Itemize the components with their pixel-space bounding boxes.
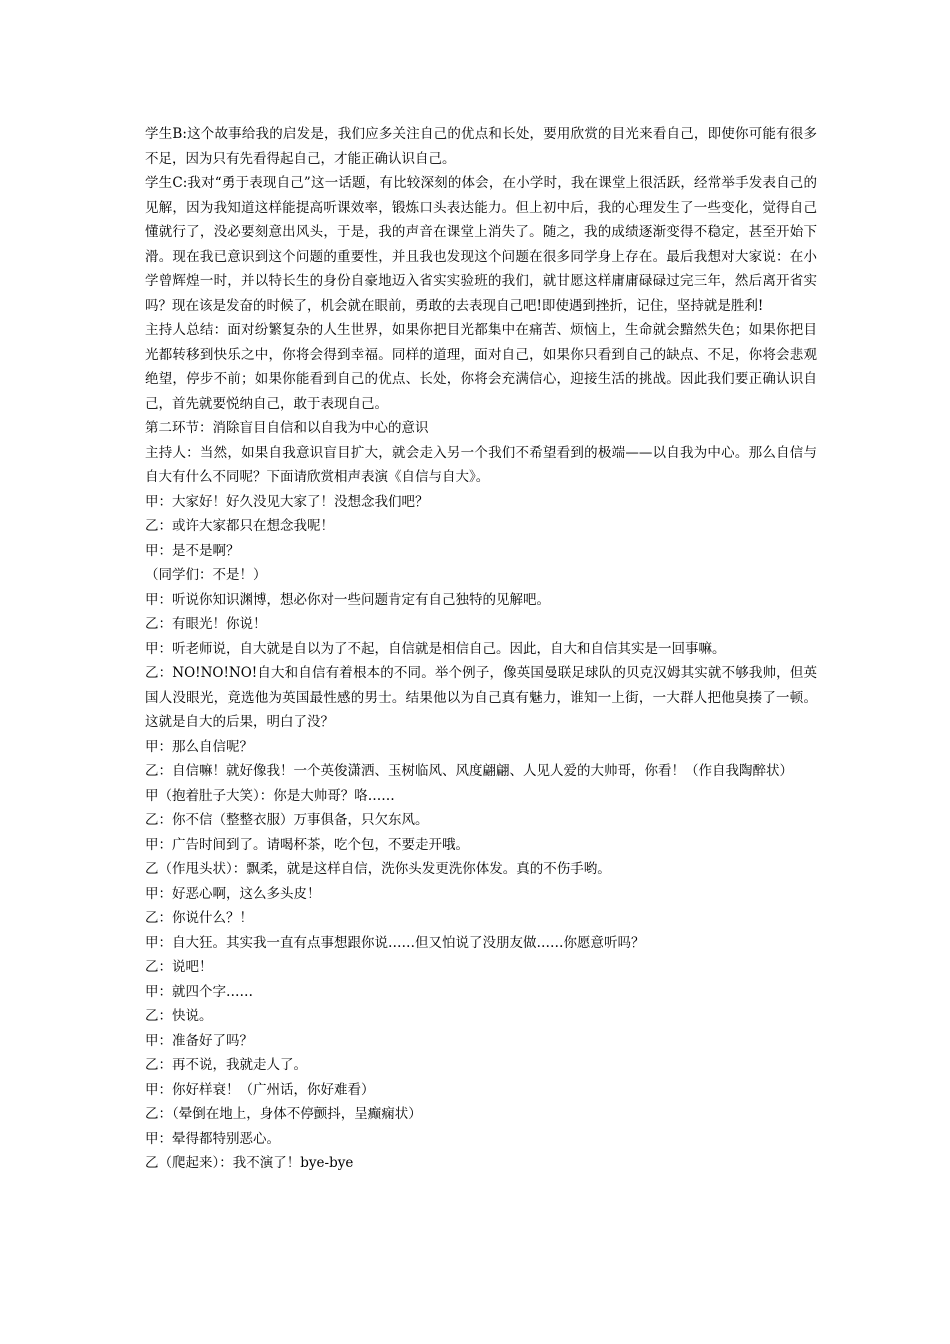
dialogue-line: 乙：说吧！ [145, 959, 213, 975]
dialogue-line: 甲：准备好了吗？ [145, 1032, 253, 1049]
dialogue-line: 甲：晕得都特别恶心。 [145, 1130, 280, 1147]
dialogue-line: 乙：有眼光！你说！ [145, 616, 267, 632]
dialogue-line: 甲：那么自信呢？ [145, 738, 253, 755]
paragraph-host-summary: 主持人总结：面对纷繁复杂的人生世界，如果你把目光都集中在痛苦、烦恼上，生命就会黯然失色；如果你把目光都转移到快乐之中，你将会得到幸福。同样的道理，面对自己，如果你只看到自己的缺点、不足，你将会悲观绝望，停步不前；如果你能看到自己的优点、长处，你将会充满信心，迎接生活的挑战。因此我们要正确认识自己，首先就要悦纳自己，敢于表现自己。 [145, 322, 817, 412]
dialogue-line: 乙：快说。 [145, 1008, 213, 1024]
dialogue-line: 甲：是不是啊？ [145, 542, 240, 559]
dialogue-line: 乙（作甩头状）：飘柔，就是这样自信，洗你头发更洗你体发。真的不伤手哟。 [145, 861, 611, 877]
dialogue-line: 乙：你不信（整整衣服）万事俱备，只欠东风。 [145, 812, 429, 828]
dialogue-line: 乙（爬起来）：我不演了！bye-bye [145, 1155, 354, 1171]
dialogue-line: 乙：你说什么？！ [145, 910, 253, 926]
dialogue-line: 甲：大家好！好久没见大家了！没想念我们吧？ [145, 493, 429, 510]
document-body [145, 122, 817, 1176]
section-heading-part-two: 第二环节：消除盲目自信和以自我为中心的意识 [145, 420, 429, 436]
paragraph-host-intro: 主持人：当然，如果自我意识盲目扩大，就会走入另一个我们不希望看到的极端——以自我为中心。那么自信与自大有什么不同呢？下面请欣赏相声表演《自信与自大》。 [145, 444, 817, 485]
dialogue-line: 乙：自信嘛！就好像我！一个英俊潇洒、玉树临风、风度翩翩、人见人爱的大帅哥，你看！（作自我陶醉状） [145, 763, 793, 779]
dialogue-line: 乙：或许大家都只在想念我呢！ [145, 518, 334, 534]
dialogue-line: 甲：广告时间到了。请喝杯茶，吃个包，不要走开哦。 [145, 836, 469, 853]
dialogue-line: （同学们：不是！） [145, 567, 267, 583]
dialogue-line: 甲：好恶心啊，这么多头皮！ [145, 885, 321, 902]
dialogue-line: 甲：听老师说，自大就是自以为了不起，自信就是相信自己。因此，自大和自信其实是一回事嘛。 [145, 640, 726, 657]
dialogue-line: 甲：听说你知识渊博，想必你对一些问题肯定有自己独特的见解吧。 [145, 591, 550, 608]
dialogue-line: 甲：自大狂。其实我一直有点事想跟你说……但又怕说了没朋友做……你愿意听吗？ [145, 934, 645, 951]
paragraph-student-c: 学生C:我对“勇于表现自己”这一话题，有比较深刻的体会，在小学时，我在课堂上很活跃，经常举手发表自己的见解，因为我知道这样能提高听课效率，锻炼口头表达能力。但上初中后，我的心理发生了一些变化，觉得自己懂就行了，没必要刻意出风头，于是，我的声音在课堂上消失了。随之，我的成绩逐渐变得不稳定，甚至开始下滑。现在我已意识到这个问题的重要性，并且我也发现这个问题在很多同学身上存在。最后我想对大家说：在小学曾辉煌一时，并以特长生的身份自豪地迈入省实实验班的我们，就甘愿这样庸庸碌碌过完三年，然后离开省实吗？现在该是发奋的时候了，机会就在眼前，勇敢的去表现自己吧!即使遇到挫折，记住，坚持就是胜利! [145, 175, 817, 314]
dialogue-line: 甲（抱着肚子大笑）：你是大帅哥？咯…… [145, 787, 395, 804]
paragraph-student-b: 学生B:这个故事给我的启发是，我们应多关注自己的优点和长处，要用欣赏的目光来看自己，即使你可能有很多不足，因为只有先看得起自己，才能正确认识自己。 [145, 126, 817, 167]
dialogue-line: 乙：（晕倒在地上，身体不停颤抖，呈癫痫状） [145, 1106, 422, 1122]
dialogue-line: 乙：再不说，我就走人了。 [145, 1057, 307, 1073]
dialogue-line: 甲：你好样衰！（广州话，你好难看） [145, 1081, 375, 1098]
dialogue-line: 甲：就四个字…… [145, 983, 253, 1000]
dialogue-line: 乙：NO!NO!NO!自大和自信有着根本的不同。举个例子，像英国曼联足球队的贝克汉姆其实就不够我帅，但英国人没眼光，竟选他为英国最性感的男士。结果他以为自己真有魅力，谁知一上街，一大群人把他臭揍了一顿。这就是自大的后果，明白了没？ [145, 665, 817, 730]
